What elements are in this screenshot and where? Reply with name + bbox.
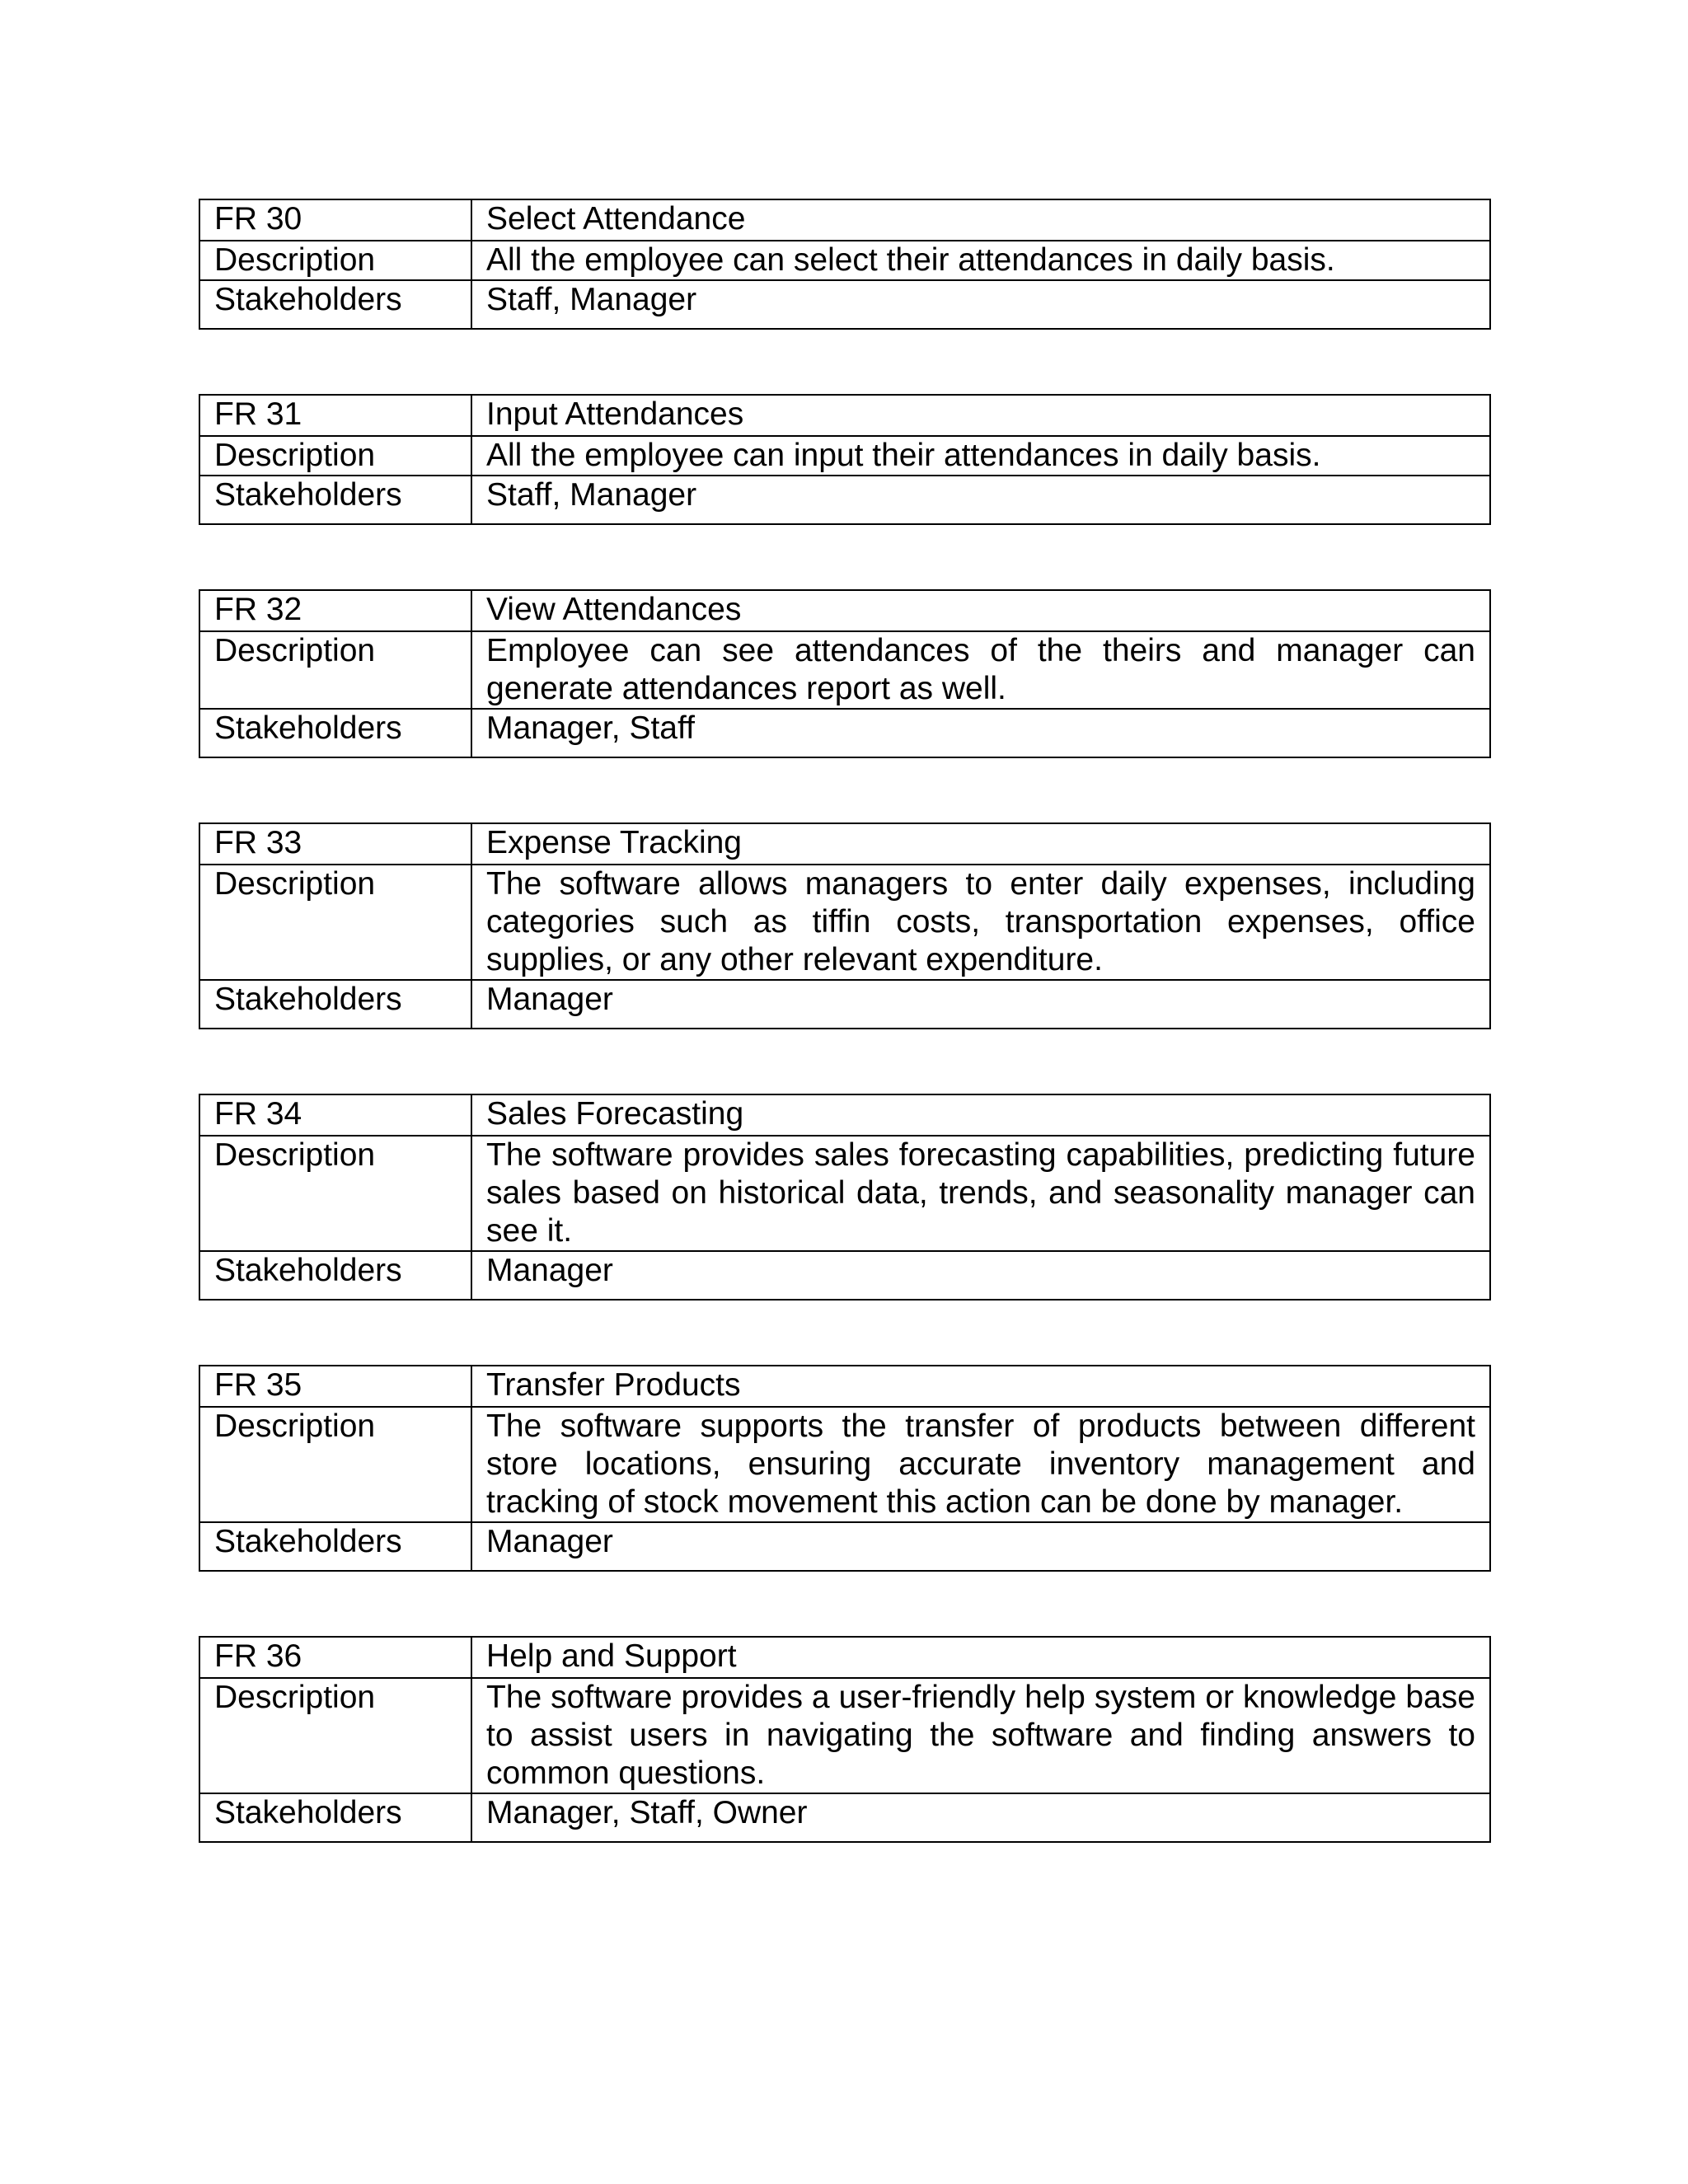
requirement-table-fr30 xyxy=(199,199,1491,330)
table-row xyxy=(199,1407,1490,1522)
requirement-description: All the employee can select their attendances in daily basis. xyxy=(471,241,1490,280)
requirement-table-fr31 xyxy=(199,394,1491,525)
description-label: Description xyxy=(199,1136,471,1251)
requirement-title: Help and Support xyxy=(471,1637,1490,1678)
table-row xyxy=(199,1136,1490,1251)
requirement-table-fr36 xyxy=(199,1636,1491,1843)
description-label: Description xyxy=(199,631,471,709)
table-row xyxy=(199,1678,1490,1793)
table-row xyxy=(199,241,1490,280)
stakeholders-label: Stakeholders xyxy=(199,980,471,1029)
table-row xyxy=(199,1094,1490,1136)
requirement-description: The software provides sales forecasting capabilities, predicting future sales based on historical data, trends, and seasonality manager can see it. xyxy=(471,1136,1490,1251)
requirement-table-fr35 xyxy=(199,1365,1491,1572)
table-row xyxy=(199,709,1490,757)
table-row xyxy=(199,199,1490,241)
requirement-table-fr34 xyxy=(199,1094,1491,1301)
requirement-id: FR 32 xyxy=(199,590,471,631)
requirement-description: All the employee can input their attendances in daily basis. xyxy=(471,436,1490,476)
requirement-title: Input Attendances xyxy=(471,395,1490,436)
requirement-description: The software allows managers to enter daily expenses, including categories such as tiffin costs, transportation expenses, office supplies, or any other relevant expenditure. xyxy=(471,865,1490,980)
table-row xyxy=(199,631,1490,709)
requirement-id: FR 36 xyxy=(199,1637,471,1678)
description-label: Description xyxy=(199,436,471,476)
description-label: Description xyxy=(199,1678,471,1793)
requirement-title: View Attendances xyxy=(471,590,1490,631)
description-label: Description xyxy=(199,1407,471,1522)
table-row xyxy=(199,1366,1490,1407)
requirement-title: Select Attendance xyxy=(471,199,1490,241)
stakeholders-label: Stakeholders xyxy=(199,1522,471,1571)
requirement-stakeholders: Manager, Staff, Owner xyxy=(471,1793,1490,1842)
table-row xyxy=(199,280,1490,329)
requirement-table-fr33 xyxy=(199,823,1491,1029)
table-row xyxy=(199,1637,1490,1678)
requirement-stakeholders: Manager xyxy=(471,1522,1490,1571)
stakeholders-label: Stakeholders xyxy=(199,1793,471,1842)
requirement-stakeholders: Staff, Manager xyxy=(471,280,1490,329)
requirements-document xyxy=(199,199,1489,1907)
table-row xyxy=(199,395,1490,436)
requirement-title: Transfer Products xyxy=(471,1366,1490,1407)
table-row xyxy=(199,1793,1490,1842)
table-row xyxy=(199,476,1490,524)
requirement-id: FR 31 xyxy=(199,395,471,436)
requirement-title: Sales Forecasting xyxy=(471,1094,1490,1136)
requirement-title: Expense Tracking xyxy=(471,823,1490,865)
requirement-stakeholders: Manager xyxy=(471,1251,1490,1300)
stakeholders-label: Stakeholders xyxy=(199,709,471,757)
description-label: Description xyxy=(199,865,471,980)
table-row xyxy=(199,980,1490,1029)
description-label: Description xyxy=(199,241,471,280)
requirement-stakeholders: Manager, Staff xyxy=(471,709,1490,757)
stakeholders-label: Stakeholders xyxy=(199,1251,471,1300)
table-row xyxy=(199,1522,1490,1571)
requirement-id: FR 35 xyxy=(199,1366,471,1407)
table-row xyxy=(199,1251,1490,1300)
table-row xyxy=(199,823,1490,865)
requirement-stakeholders: Manager xyxy=(471,980,1490,1029)
requirement-id: FR 34 xyxy=(199,1094,471,1136)
stakeholders-label: Stakeholders xyxy=(199,476,471,524)
requirement-id: FR 30 xyxy=(199,199,471,241)
table-row xyxy=(199,436,1490,476)
stakeholders-label: Stakeholders xyxy=(199,280,471,329)
requirement-stakeholders: Staff, Manager xyxy=(471,476,1490,524)
requirement-description: The software provides a user-friendly help system or knowledge base to assist users in navigating the software and finding answers to common questions. xyxy=(471,1678,1490,1793)
requirement-description: Employee can see attendances of the theirs and manager can generate attendances report as well. xyxy=(471,631,1490,709)
requirement-description: The software supports the transfer of products between different store locations, ensuring accurate inventory management and tracking of stock movement this action can be done by manager. xyxy=(471,1407,1490,1522)
table-row xyxy=(199,865,1490,980)
requirement-table-fr32 xyxy=(199,589,1491,758)
requirement-id: FR 33 xyxy=(199,823,471,865)
table-row xyxy=(199,590,1490,631)
